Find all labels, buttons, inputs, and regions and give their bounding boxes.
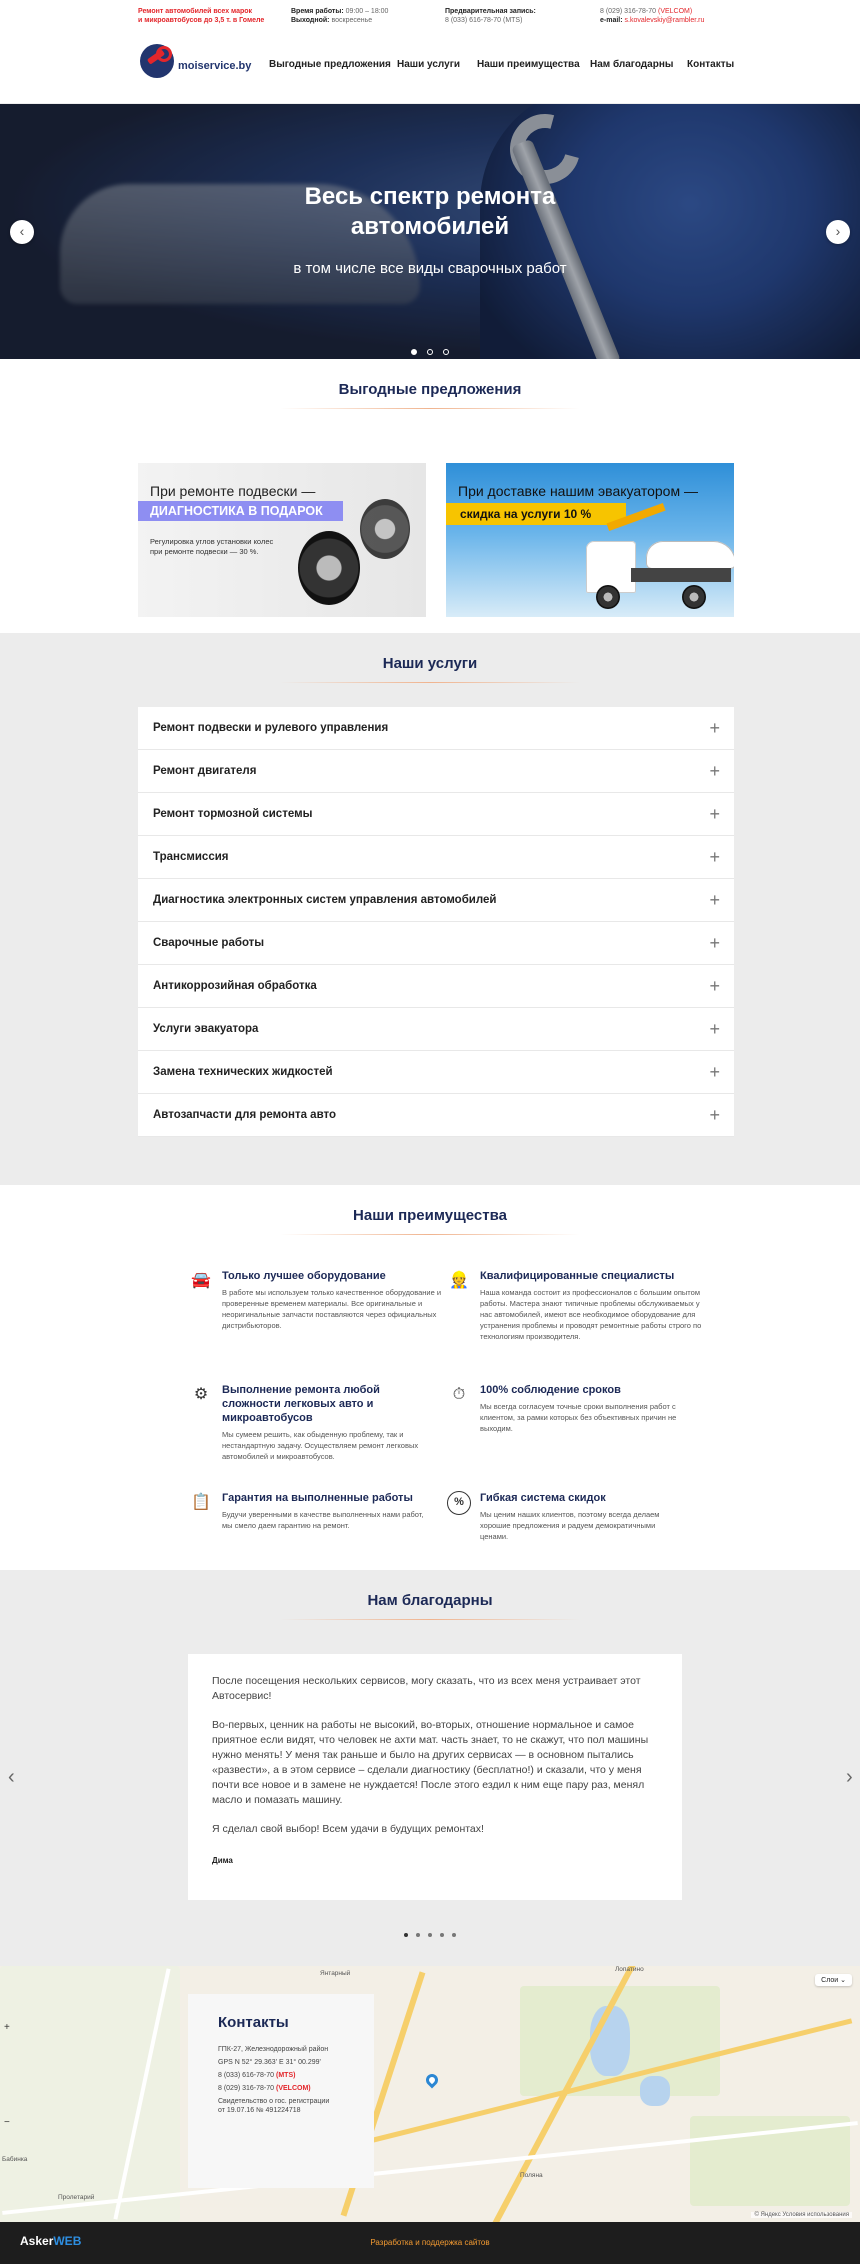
accordion-label: Автозапчасти для ремонта авто bbox=[153, 1109, 336, 1121]
warranty-document-icon: 📋 bbox=[191, 1494, 211, 1511]
advantage-title: Гибкая система скидок bbox=[480, 1492, 606, 1504]
tagline-line-1: Ремонт автомобилей всех марок bbox=[138, 8, 253, 15]
hero-pagination bbox=[0, 342, 860, 359]
map-lake bbox=[590, 2006, 630, 2076]
topbar-hours bbox=[291, 7, 388, 25]
brand-part-2: WEB bbox=[53, 2234, 82, 2248]
registration-line-2: от 19.07.16 № 491224718 bbox=[218, 2107, 301, 2114]
advantage-text: Наша команда состоит из профессионалов с большим опытом работы. Мастера знают типичные проблемы обслуживаемых у нас автомобилей, имеют все необходимое оборудование для устранения проблемы и проводят ремонтные работы строго по технологиям производителя. bbox=[480, 1288, 702, 1341]
logo-wrench-icon bbox=[140, 44, 174, 78]
map-lake bbox=[640, 2076, 670, 2106]
email-link[interactable]: s.kovalevskiy@rambler.ru bbox=[624, 17, 705, 24]
gears-icon: ⚙ bbox=[193, 1386, 209, 1403]
review-dot-2[interactable] bbox=[416, 1933, 420, 1937]
plus-icon[interactable]: + bbox=[709, 890, 720, 910]
reviews-title-divider bbox=[280, 1619, 580, 1620]
hours-value: 09:00 – 18:00 bbox=[345, 8, 389, 15]
map-zoom-control bbox=[4, 2022, 16, 2132]
plus-icon[interactable]: + bbox=[709, 1019, 720, 1039]
advantage-text: В работе мы используем только качественное оборудование и проверенные временем материалы. Все оригинальные и неоригинальные запчасти поставляются через официальных дистрибьюторов. bbox=[222, 1288, 442, 1330]
review-dot-4[interactable] bbox=[440, 1933, 444, 1937]
accordion-item[interactable] bbox=[138, 1051, 734, 1094]
services-title-divider bbox=[280, 682, 580, 683]
dayoff-value: воскресенье bbox=[331, 17, 373, 24]
advantage-item bbox=[191, 1269, 452, 1331]
reviews-title: Нам благодарны bbox=[367, 1592, 493, 1609]
accordion-item[interactable] bbox=[138, 879, 734, 922]
hero-title-line-2: автомобилей bbox=[350, 213, 510, 240]
hero-dot-3[interactable] bbox=[443, 349, 449, 355]
advantage-title: Квалифицированные специалисты bbox=[480, 1270, 675, 1282]
discount-percent-icon: % bbox=[447, 1491, 471, 1515]
email-label: e-mail: bbox=[600, 17, 623, 24]
dayoff-label: Выходной: bbox=[291, 17, 330, 24]
reviews-pagination bbox=[0, 1924, 860, 1942]
topbar-contacts bbox=[600, 7, 704, 25]
advantage-item bbox=[452, 1383, 680, 1434]
map-area bbox=[0, 1966, 180, 2222]
map-layers-button[interactable]: Слои ⌄ bbox=[815, 1974, 852, 1986]
advantage-item bbox=[191, 1491, 432, 1531]
review-paragraph-2: Во-первых, ценник на работы не высокий, во-вторых, отношение нормальное и самое приятное если видят, что человек не ахти мат. часть знает, то не скажут, что пол машины нужно менять! У меня так раньше и было на других сервисах — в основном пытались «развести», а в этом сервисе – сделали диагностику (бесплатно!) и сказали, что у меня почти все новое и в замене не нуждается! После этого ездил к ним еще пару раз, менял масло и помазать машину. bbox=[212, 1719, 649, 1806]
plus-icon[interactable]: + bbox=[709, 761, 720, 781]
offers-title: Выгодные предложения bbox=[338, 381, 522, 398]
review-paragraph-3: Я сделал свой выбор! Всем удачи в будущих ремонтах! bbox=[212, 1823, 484, 1835]
advantage-text: Мы всегда согласуем точные сроки выполнения работ с клиентом, за рамки которых без объективных причин не выходим. bbox=[480, 1402, 677, 1433]
review-prev-arrow-icon[interactable]: ‹ bbox=[8, 1766, 15, 1788]
services-accordion bbox=[138, 707, 734, 1137]
hero-title-line-1: Весь спектр ремонта bbox=[304, 183, 556, 210]
tow-truck-bed bbox=[631, 568, 731, 582]
map-location-pin-icon[interactable] bbox=[424, 2072, 441, 2089]
suspension-wheel-rear-icon bbox=[360, 499, 410, 559]
map-label: Поляна bbox=[520, 2172, 543, 2179]
accordion-item[interactable] bbox=[138, 836, 734, 879]
advantage-title: Выполнение ремонта любой сложности легковых авто и микроавтобусов bbox=[222, 1384, 380, 1424]
footer-dev-link[interactable]: Разработка и поддержка сайтов bbox=[370, 2238, 490, 2247]
suspension-wheel-icon bbox=[298, 531, 360, 605]
accordion-label: Ремонт тормозной системы bbox=[153, 808, 313, 820]
review-dot-3[interactable] bbox=[428, 1933, 432, 1937]
review-card bbox=[188, 1654, 682, 1900]
plus-icon[interactable]: + bbox=[709, 1105, 720, 1125]
phone-velcom-operator: (VELCOM) bbox=[276, 2085, 311, 2092]
hero-subtitle: в том числе все виды сварочных работ bbox=[293, 260, 567, 277]
hero-dot-2[interactable] bbox=[427, 349, 433, 355]
accordion-label: Антикоррозийная обработка bbox=[153, 980, 317, 992]
review-author: Дима bbox=[212, 1856, 233, 1865]
booking-label: Предварительная запись: bbox=[445, 8, 536, 15]
accordion-label: Трансмиссия bbox=[153, 851, 229, 863]
advantage-text: Мы ценим наших клиентов, поэтому всегда делаем хорошие предложения и радуем демократичными ценами. bbox=[480, 1510, 660, 1541]
reviews-section bbox=[0, 1570, 860, 1966]
tow-truck-wheel-rear bbox=[682, 585, 706, 609]
phone-mts-number: 8 (033) 616-78-70 bbox=[218, 2072, 275, 2079]
phone-mts-operator: (MTS) bbox=[276, 2072, 296, 2079]
specialist-icon: 👷 bbox=[449, 1272, 469, 1289]
map-label: Лопатино bbox=[615, 1966, 644, 1973]
hero-title bbox=[0, 182, 860, 242]
nav-offers[interactable]: Выгодные предложения bbox=[269, 59, 391, 70]
map-label: Бабинка bbox=[2, 2156, 28, 2163]
offer2-badge: скидка на услуги 10 % bbox=[446, 503, 626, 525]
plus-icon[interactable]: + bbox=[709, 804, 720, 824]
topbar-phone-operator: (VELCOM) bbox=[658, 8, 693, 15]
booking-phone[interactable]: 8 (033) 616-78-70 (MTS) bbox=[445, 17, 523, 24]
accordion-item[interactable] bbox=[138, 793, 734, 836]
advantage-title: Только лучшее оборудование bbox=[222, 1270, 386, 1282]
zoom-out-icon[interactable]: − bbox=[4, 2117, 10, 2128]
plus-icon[interactable]: + bbox=[709, 718, 720, 738]
contacts-registration bbox=[218, 2097, 344, 2115]
advantage-item bbox=[193, 1383, 432, 1462]
hero-next-arrow-icon[interactable]: › bbox=[826, 220, 850, 244]
site-footer bbox=[0, 2222, 860, 2264]
advantages-section bbox=[0, 1185, 860, 1570]
site-header bbox=[0, 34, 860, 104]
offer1-line: При ремонте подвески — bbox=[150, 483, 316, 499]
review-paragraph-1: После посещения нескольких сервисов, могу сказать, что из всех меня устраивает этот Автосервис! bbox=[212, 1675, 641, 1702]
review-dot-1[interactable] bbox=[404, 1933, 408, 1937]
offer-card-suspension[interactable] bbox=[138, 463, 426, 617]
accordion-item[interactable] bbox=[138, 1008, 734, 1051]
accordion-item[interactable] bbox=[138, 965, 734, 1008]
offer1-badge: ДИАГНОСТИКА В ПОДАРОК bbox=[138, 501, 343, 521]
topbar-tagline bbox=[138, 7, 264, 25]
accordion-label: Услуги эвакуатора bbox=[153, 1023, 259, 1035]
accordion-item[interactable] bbox=[138, 1094, 734, 1137]
offer2-line: При доставке нашим эвакуатором — bbox=[458, 483, 698, 499]
hero-slider bbox=[0, 104, 860, 359]
plus-icon[interactable]: + bbox=[709, 847, 720, 867]
offers-title-divider bbox=[280, 408, 580, 409]
nav-contacts[interactable]: Контакты bbox=[687, 59, 735, 70]
services-section bbox=[0, 633, 860, 1185]
review-next-arrow-icon[interactable]: › bbox=[846, 1766, 853, 1788]
offer1-note-line-1: Регулировка углов установки колес bbox=[150, 537, 274, 546]
plus-icon[interactable]: + bbox=[709, 933, 720, 953]
hero-dot-1[interactable] bbox=[411, 349, 417, 355]
contacts-phone-velcom[interactable] bbox=[218, 2082, 344, 2095]
accordion-label: Диагностика электронных систем управления автомобилей bbox=[153, 894, 497, 906]
map-copyright[interactable]: © Яндекс Условия использования bbox=[751, 2212, 852, 2218]
contacts-address: ГПК-27, Железнодорожный район bbox=[218, 2046, 329, 2053]
accordion-item[interactable] bbox=[138, 750, 734, 793]
advantage-text: Будучи уверенными в качестве выполненных нами работ, мы смело даем гарантию на ремонт. bbox=[222, 1510, 424, 1530]
accordion-item[interactable] bbox=[138, 922, 734, 965]
hero-prev-arrow-icon[interactable]: ‹ bbox=[10, 220, 34, 244]
topbar-phone[interactable]: 8 (029) 316-78-70 bbox=[600, 8, 657, 15]
advantage-title: Гарантия на выполненные работы bbox=[222, 1492, 413, 1504]
topbar bbox=[0, 0, 860, 34]
contacts-map[interactable] bbox=[0, 1966, 860, 2222]
map-label: Янтарный bbox=[320, 1970, 351, 1977]
tow-truck-wheel-front bbox=[596, 585, 620, 609]
advantage-item bbox=[454, 1491, 680, 1542]
logo-text: moiservice.by bbox=[178, 60, 252, 72]
review-dot-5[interactable] bbox=[452, 1933, 456, 1937]
nav-services[interactable]: Наши услуги bbox=[397, 59, 461, 70]
offer-card-tow-truck[interactable] bbox=[446, 463, 734, 617]
accordion-label: Ремонт двигателя bbox=[153, 765, 257, 777]
nav-reviews[interactable]: Нам благодарны bbox=[590, 59, 674, 70]
advantage-text: Мы сумеем решить, как обыденную проблему, так и нестандартную задачу. Осуществляем ремонт легковых автомобилей и микроавтобусов. bbox=[222, 1430, 419, 1461]
plus-icon[interactable]: + bbox=[709, 976, 720, 996]
offers-section bbox=[0, 359, 860, 633]
plus-icon[interactable]: + bbox=[709, 1062, 720, 1082]
contacts-title: Контакты bbox=[218, 2014, 289, 2031]
registration-line-1: Свидетельство о гос. регистрации bbox=[218, 2098, 330, 2105]
tagline-line-2: и микроавтобусов до 3,5 т. в Гомеле bbox=[138, 17, 265, 24]
equipment-icon: 🚘 bbox=[191, 1272, 211, 1289]
advantages-title-divider bbox=[280, 1234, 580, 1235]
towed-car-icon bbox=[646, 541, 734, 569]
contacts-card bbox=[188, 1994, 374, 2188]
stopwatch-icon: ⏱ bbox=[452, 1386, 466, 1403]
advantages-title: Наши преимущества bbox=[353, 1207, 507, 1224]
hours-label: Время работы: bbox=[291, 8, 344, 15]
map-label: Пролетарий bbox=[58, 2194, 95, 2201]
services-title: Наши услуги bbox=[382, 655, 478, 672]
accordion-label: Сварочные работы bbox=[153, 937, 265, 949]
advantage-item bbox=[449, 1269, 710, 1342]
topbar-booking bbox=[445, 7, 536, 25]
brand-part-1: Asker bbox=[20, 2234, 54, 2248]
contacts-phone-mts[interactable] bbox=[218, 2069, 344, 2082]
accordion-label: Ремонт подвески и рулевого управления bbox=[153, 722, 389, 734]
contacts-gps: GPS N 52° 29.363' E 31° 00.299' bbox=[218, 2059, 321, 2066]
logo[interactable] bbox=[140, 44, 251, 78]
phone-velcom-number: 8 (029) 316-78-70 bbox=[218, 2085, 275, 2092]
nav-advantages[interactable]: Наши преимущества bbox=[477, 59, 580, 70]
advantage-title: 100% соблюдение сроков bbox=[480, 1384, 621, 1396]
zoom-in-icon[interactable]: + bbox=[4, 2022, 10, 2033]
accordion-item[interactable] bbox=[138, 707, 734, 750]
offer1-note-line-2: при ремонте подвески — 30 %. bbox=[150, 547, 259, 556]
accordion-label: Замена технических жидкостей bbox=[153, 1066, 333, 1078]
